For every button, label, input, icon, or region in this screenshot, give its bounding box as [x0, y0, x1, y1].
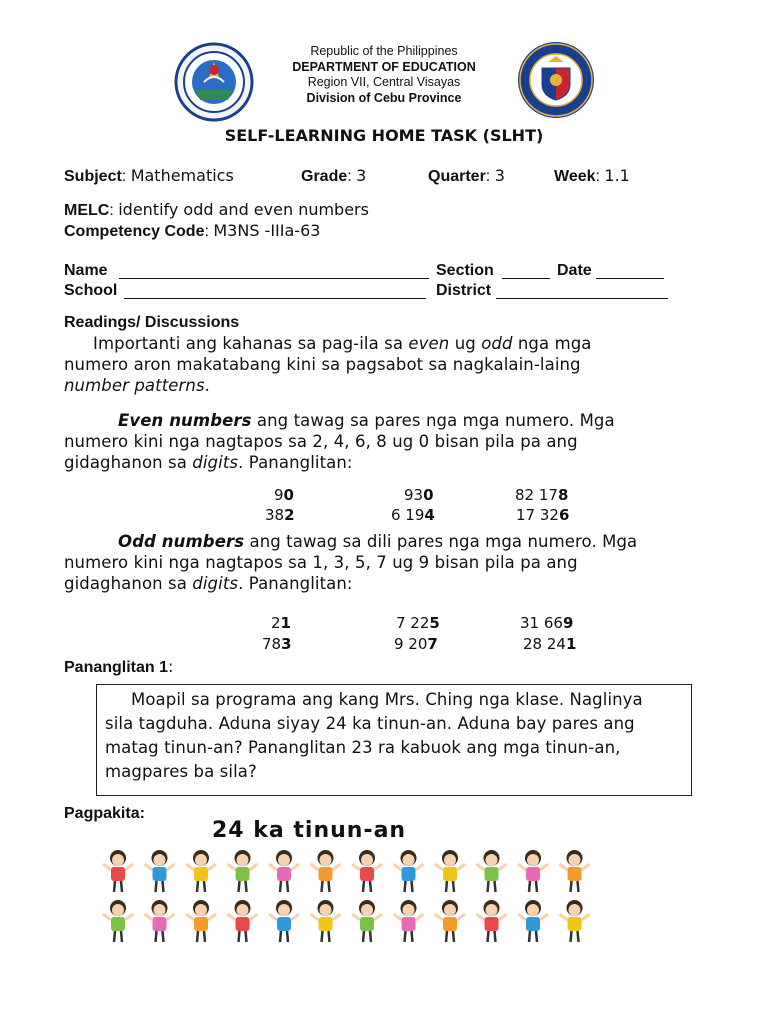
- even-example: 930: [404, 486, 434, 504]
- student-figure-icon: [228, 850, 258, 892]
- pagpakita-heading: Pagpakita:: [64, 805, 145, 822]
- student-figure-icon: [518, 850, 548, 892]
- week-label: Week: [554, 168, 596, 185]
- odd-line-3a: gidaghanon sa: [64, 574, 193, 593]
- example1-heading-text: Pananglitan 1: [64, 659, 169, 676]
- student-figure-icon: [269, 850, 299, 892]
- school-row: [64, 282, 704, 302]
- header-block: [234, 44, 534, 106]
- subject-value: Mathematics: [130, 166, 234, 185]
- student-figure-icon: [394, 900, 424, 942]
- readings-intro: [64, 333, 704, 396]
- students-illustration: [100, 848, 660, 948]
- name-row: [64, 262, 704, 282]
- header-division: Division of Cebu Province: [306, 90, 462, 105]
- odd-term: Odd numbers: [118, 532, 245, 551]
- deped-seal-logo: [516, 40, 596, 120]
- document-title: SELF-LEARNING HOME TASK (SLHT): [224, 126, 544, 145]
- subject-label: Subject: [64, 168, 122, 185]
- melc-row: MELC: identify odd and even numbers: [64, 200, 369, 219]
- even-line-1: ang tawag sa pares nga mga numero. Mga: [251, 411, 615, 430]
- district-field[interactable]: [496, 298, 668, 299]
- header-region: Region VII, Central Visayas: [307, 75, 461, 89]
- even-example: 6 194: [391, 506, 435, 524]
- intro-text-b: ug: [449, 334, 482, 353]
- students-illustration-svg: [100, 848, 660, 948]
- even-paragraph: [64, 410, 724, 473]
- odd-line-2: numero kini nga nagtapos sa 1, 3, 5, 7 ug 9 bisan pila pa ang: [64, 553, 578, 572]
- grade-label: Grade: [301, 168, 348, 185]
- name-field[interactable]: [119, 278, 429, 279]
- readings-heading: Readings/ Discussions: [64, 314, 240, 331]
- competency-row: Competency Code: M3NS -IIIa-63: [64, 221, 321, 240]
- even-example: 382: [265, 506, 295, 524]
- even-example: 90: [274, 486, 294, 504]
- odd-line-1: ang tawag sa dili pares nga mga numero. Mga: [244, 532, 638, 551]
- problem-line-4: magpares ba sila?: [105, 762, 257, 781]
- student-figure-icon: [560, 900, 590, 942]
- melc-label: MELC: [64, 202, 110, 219]
- school-label: School: [64, 282, 118, 299]
- intro-number-patterns: number patterns: [64, 376, 205, 395]
- subject-row: Subject: Mathematics Grade: 3 Quarter: 3 Week: 1.1: [64, 166, 630, 185]
- competency-label: Competency Code: [64, 223, 205, 240]
- problem-line-3: matag tinun-an? Pananglitan 23 ra kabuok ang mga tinun-an,: [105, 738, 621, 757]
- header-republic: Republic of the Philippines: [310, 44, 458, 58]
- student-figure-icon: [435, 900, 465, 942]
- student-figure-icon: [311, 850, 341, 892]
- even-term: Even numbers: [118, 411, 252, 430]
- student-figure-icon: [311, 900, 341, 942]
- student-figure-icon: [228, 900, 258, 942]
- odd-example: 783: [262, 635, 292, 653]
- grade-value: 3: [356, 166, 367, 185]
- even-example: 82 178: [515, 486, 569, 504]
- student-figure-icon: [145, 850, 175, 892]
- date-field[interactable]: [596, 278, 664, 279]
- district-label: District: [436, 282, 492, 299]
- even-digits: digits: [192, 453, 239, 472]
- odd-digits: digits: [192, 574, 239, 593]
- odd-example: 9 207: [394, 635, 438, 653]
- example1-heading: [64, 657, 173, 677]
- deped-seal-icon: [516, 40, 596, 120]
- student-figure-icon: [186, 900, 216, 942]
- date-label: Date: [557, 262, 592, 279]
- even-example: 17 326: [516, 506, 570, 524]
- intro-line-2: numero aron makatabang kini sa pagsabot sa nagkalain-laing: [64, 355, 581, 374]
- melc-value: identify odd and even numbers: [118, 200, 369, 219]
- odd-paragraph: [64, 531, 724, 594]
- intro-odd: odd: [481, 334, 513, 353]
- student-figure-icon: [477, 850, 507, 892]
- problem-line-2: sila tagduha. Aduna siyay 24 ka tinun-an. Aduna bay pares ang: [105, 714, 635, 733]
- odd-example: 28 241: [523, 635, 577, 653]
- student-figure-icon: [103, 900, 133, 942]
- odd-line-3b: . Pananglitan:: [238, 574, 353, 593]
- student-figure-icon: [352, 850, 382, 892]
- student-figure-icon: [103, 850, 133, 892]
- name-label: Name: [64, 262, 108, 279]
- intro-text-c: nga mga: [512, 334, 592, 353]
- student-figure-icon: [186, 850, 216, 892]
- intro-even: even: [408, 334, 450, 353]
- intro-text-a: Importanti ang kahanas sa pag-ila sa: [93, 334, 409, 353]
- week-value: 1.1: [604, 166, 630, 185]
- student-figure-icon: [269, 900, 299, 942]
- quarter-label: Quarter: [428, 168, 486, 185]
- student-figure-icon: [518, 900, 548, 942]
- quarter-value: 3: [494, 166, 505, 185]
- student-figure-icon: [394, 850, 424, 892]
- even-line-3b: . Pananglitan:: [238, 453, 353, 472]
- student-figure-icon: [560, 850, 590, 892]
- section-field[interactable]: [502, 278, 550, 279]
- school-field[interactable]: [124, 298, 426, 299]
- student-figure-icon: [435, 850, 465, 892]
- example1-colon: :: [168, 657, 174, 676]
- illustration-title: 24 ka tinun-an: [212, 818, 407, 843]
- even-line-3a: gidaghanon sa: [64, 453, 193, 472]
- student-figure-icon: [477, 900, 507, 942]
- odd-example: 7 225: [396, 614, 440, 632]
- competency-value: M3NS -IIIa-63: [213, 221, 321, 240]
- student-figure-icon: [145, 900, 175, 942]
- odd-example: 21: [271, 614, 291, 632]
- problem-box: [96, 684, 692, 796]
- intro-period: .: [204, 376, 211, 395]
- odd-example: 31 669: [520, 614, 574, 632]
- section-label: Section: [436, 262, 494, 279]
- header-department: DEPARTMENT OF EDUCATION: [292, 59, 476, 74]
- problem-line-1: Moapil sa programa ang kang Mrs. Ching nga klase. Naglinya: [131, 690, 643, 709]
- student-figure-icon: [352, 900, 382, 942]
- even-line-2: numero kini nga nagtapos sa 2, 4, 6, 8 ug 0 bisan pila pa ang: [64, 432, 578, 451]
